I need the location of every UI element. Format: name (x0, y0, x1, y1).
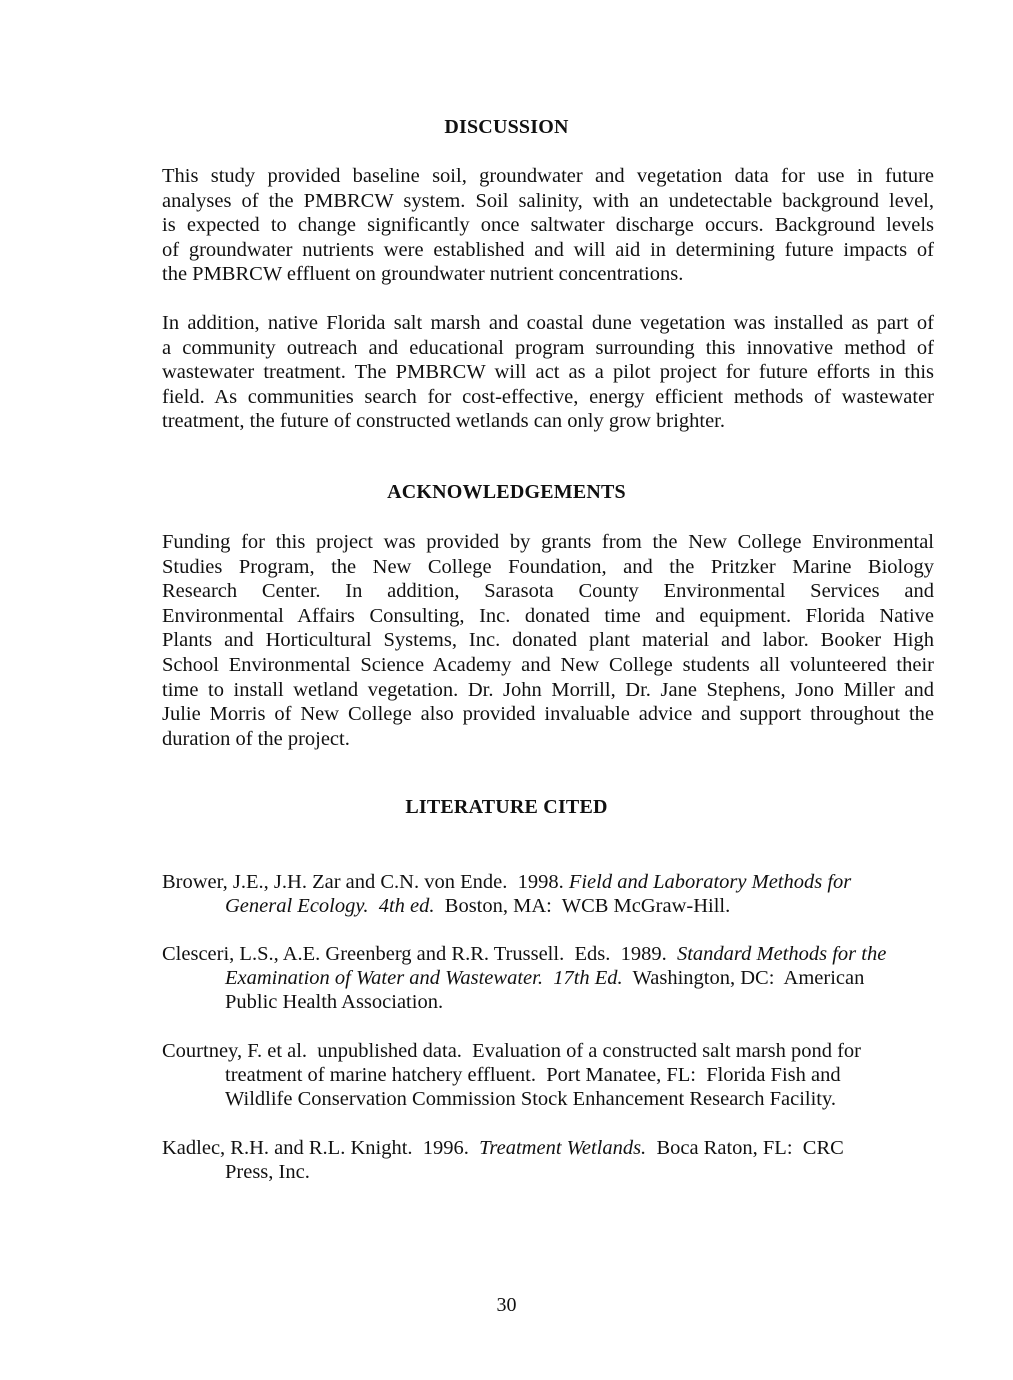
text-line: a community outreach and educational program surrounding this innovative method of (162, 336, 934, 359)
reference-text: Kadlec, R.H. and R.L. Knight. 1996. (162, 1137, 480, 1159)
reference-entry (162, 1136, 934, 1184)
text-line: of groundwater nutrients were established and will aid in determining future impacts of (162, 238, 934, 261)
text-line: wastewater treatment. The PMBRCW will act as a pilot project for future efforts in this (162, 361, 934, 384)
acknowledgements-heading: ACKNOWLEDGEMENTS (387, 481, 626, 503)
text-line: duration of the project. (162, 727, 350, 750)
acknowledgements-paragraph (162, 530, 934, 751)
text-line: time to install wetland vegetation. Dr. John Morrill, Dr. Jane Stephens, Jono Miller and (162, 678, 934, 701)
discussion-paragraph-2 (162, 311, 934, 434)
reference-title: Examination of Water and Wastewater. 17th Ed. (225, 967, 623, 989)
reference-line (162, 1136, 934, 1160)
reference-text: Clesceri, L.S., A.E. Greenberg and R.R. Trussell. Eds. 1989. (162, 943, 677, 965)
text-line: School Environmental Science Academy and New College students all volunteered their (162, 653, 934, 676)
reference-line (162, 966, 934, 990)
reference-line: treatment of marine hatchery effluent. Port Manatee, FL: Florida Fish and (225, 1064, 841, 1086)
page-number: 30 (496, 1294, 517, 1316)
reference-line: Press, Inc. (225, 1161, 310, 1183)
reference-line: Wildlife Conservation Commission Stock Enhancement Research Facility. (225, 1088, 837, 1110)
reference-entry (162, 1039, 934, 1111)
text-line: Environmental Affairs Consulting, Inc. donated time and equipment. Florida Native (162, 604, 934, 627)
reference-title: General Ecology. 4th ed. (225, 895, 435, 917)
text-line: In addition, native Florida salt marsh and coastal dune vegetation was installed as part of (162, 312, 934, 334)
text-line: Funding for this project was provided by grants from the New College Environmental (162, 531, 934, 553)
text-line: the PMBRCW effluent on groundwater nutrient concentrations. (162, 263, 684, 286)
text-line: Plants and Horticultural Systems, Inc. donated plant material and labor. Booker High (162, 629, 934, 652)
text-line: is expected to change significantly once saltwater discharge occurs. Background levels (162, 214, 934, 237)
reference-line (162, 894, 934, 918)
reference-text: Washington, DC: American (622, 967, 865, 989)
text-line: This study provided baseline soil, groundwater and vegetation data for use in future (162, 165, 934, 187)
reference-title: Field and Laboratory Methods for (568, 871, 852, 893)
reference-line: Courtney, F. et al. unpublished data. Evaluation of a constructed salt marsh pond for (162, 1040, 861, 1062)
reference-entry (162, 942, 934, 1014)
text-line: field. As communities search for cost-effective, energy efficient methods of wastewater (162, 385, 934, 408)
reference-line (162, 942, 934, 966)
literature-cited-heading: LITERATURE CITED (405, 796, 608, 818)
text-line: treatment, the future of constructed wetlands can only grow brighter. (162, 410, 725, 433)
text-line: Studies Program, the New College Foundation, and the Pritzker Marine Biology (162, 555, 934, 578)
reference-text: Boston, MA: WCB McGraw-Hill. (434, 895, 731, 917)
reference-entry (162, 870, 934, 918)
reference-text: Boca Raton, FL: CRC (646, 1137, 844, 1159)
discussion-paragraph-1 (162, 164, 934, 287)
reference-text: Brower, J.E., J.H. Zar and C.N. von Ende. 1998. (162, 871, 569, 893)
reference-line: Public Health Association. (225, 991, 444, 1013)
reference-line (162, 870, 934, 894)
text-line: analyses of the PMBRCW system. Soil salinity, with an undetectable background level, (162, 189, 934, 212)
text-line: Julie Morris of New College also provided invaluable advice and support throughout the (162, 703, 934, 726)
reference-title: Standard Methods for the (676, 943, 887, 965)
discussion-heading: DISCUSSION (444, 116, 569, 138)
reference-title: Treatment Wetlands. (479, 1137, 647, 1159)
text-line: Research Center. In addition, Sarasota County Environmental Services and (162, 580, 934, 603)
